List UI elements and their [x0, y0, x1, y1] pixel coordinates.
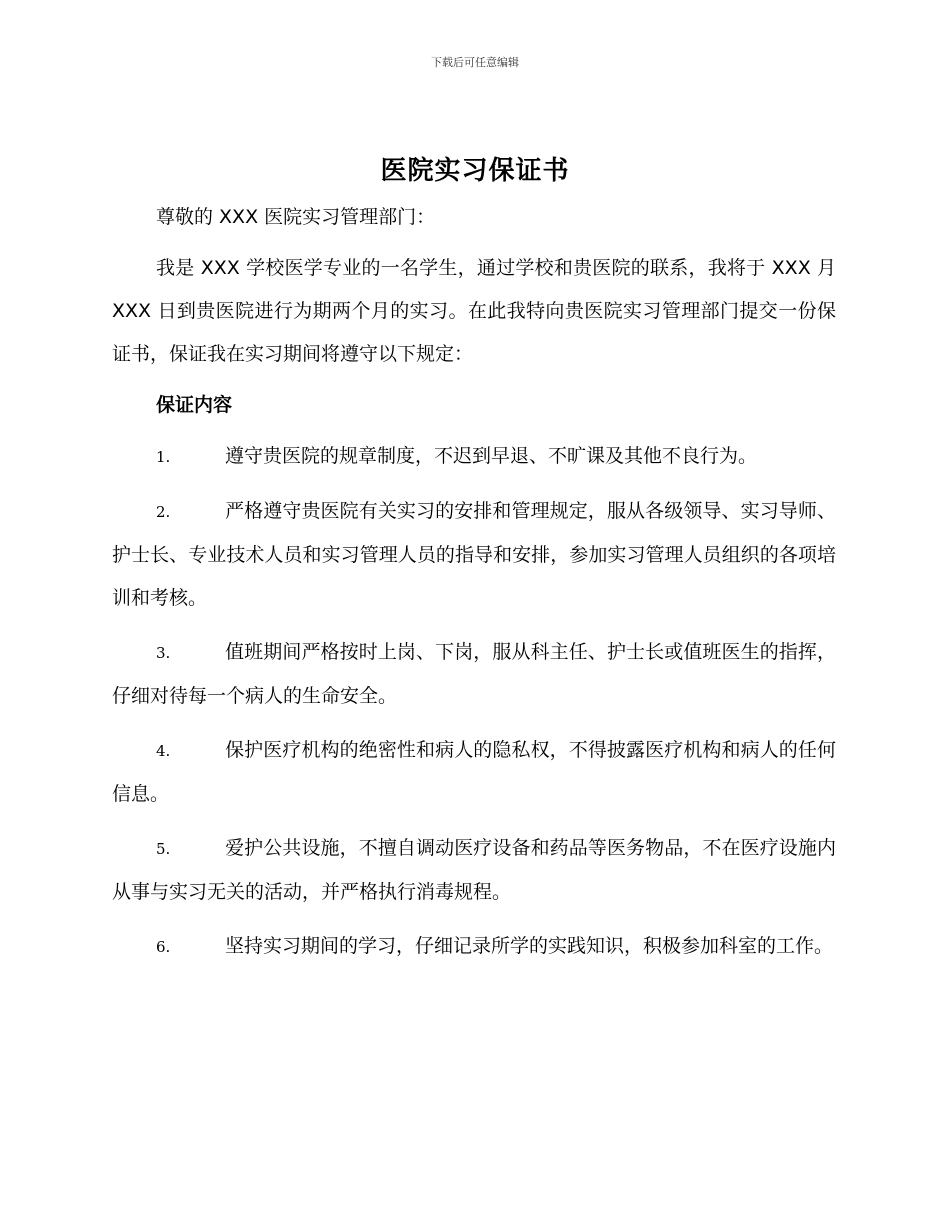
item-number: 1.: [156, 448, 171, 466]
section-heading: 保证内容: [156, 394, 233, 416]
item-number: 2.: [156, 503, 171, 521]
list-item: [112, 729, 836, 816]
list-item: [112, 925, 836, 969]
intro-paragraph: 我是 XXX 学校医学专业的一名学生，通过学校和贵医院的联系，我将于 XXX 月 XXX 日到贵医院进行为期两个月的实习。在此我特向贵医院实习管理部门提交一份保证书，保证我在实习期间将遵守以下规定：: [112, 257, 836, 365]
item-text: 爱护公共设施，不擅自调动医疗设备和药品等医务物品，不在医疗设施内从事与实习无关的活动，并严格执行消毒规程。: [112, 837, 836, 903]
list-item: [112, 631, 836, 718]
list-item: [112, 435, 836, 479]
item-text: 遵守贵医院的规章制度，不迟到早退、不旷课及其他不良行为。: [225, 445, 758, 467]
item-text: 坚持实习期间的学习，仔细记录所学的实践知识，积极参加科室的工作。: [225, 935, 834, 957]
list-item: [112, 490, 836, 620]
item-text: 保护医疗机构的绝密性和病人的隐私权，不得披露医疗机构和病人的任何信息。: [112, 739, 836, 805]
item-number: 3.: [156, 644, 171, 662]
salutation: 尊敬的 XXX 医院实习管理部门：: [156, 206, 436, 228]
header-note: 下载后可任意编辑: [431, 56, 519, 69]
document-title: 医院实习保证书: [380, 156, 570, 186]
item-text: 值班期间严格按时上岗、下岗，服从科主任、护士长或值班医生的指挥，仔细对待每一个病人的生命安全。: [112, 641, 836, 707]
item-number: 6.: [156, 938, 171, 956]
item-number: 4.: [156, 742, 171, 760]
item-number: 5.: [156, 840, 171, 858]
list-item: [112, 827, 836, 914]
document-body: [112, 196, 836, 980]
item-text: 严格遵守贵医院有关实习的安排和管理规定，服从各级领导、实习导师、护士长、专业技术人员和实习管理人员的指导和安排，参加实习管理人员组织的各项培训和考核。: [112, 500, 836, 609]
